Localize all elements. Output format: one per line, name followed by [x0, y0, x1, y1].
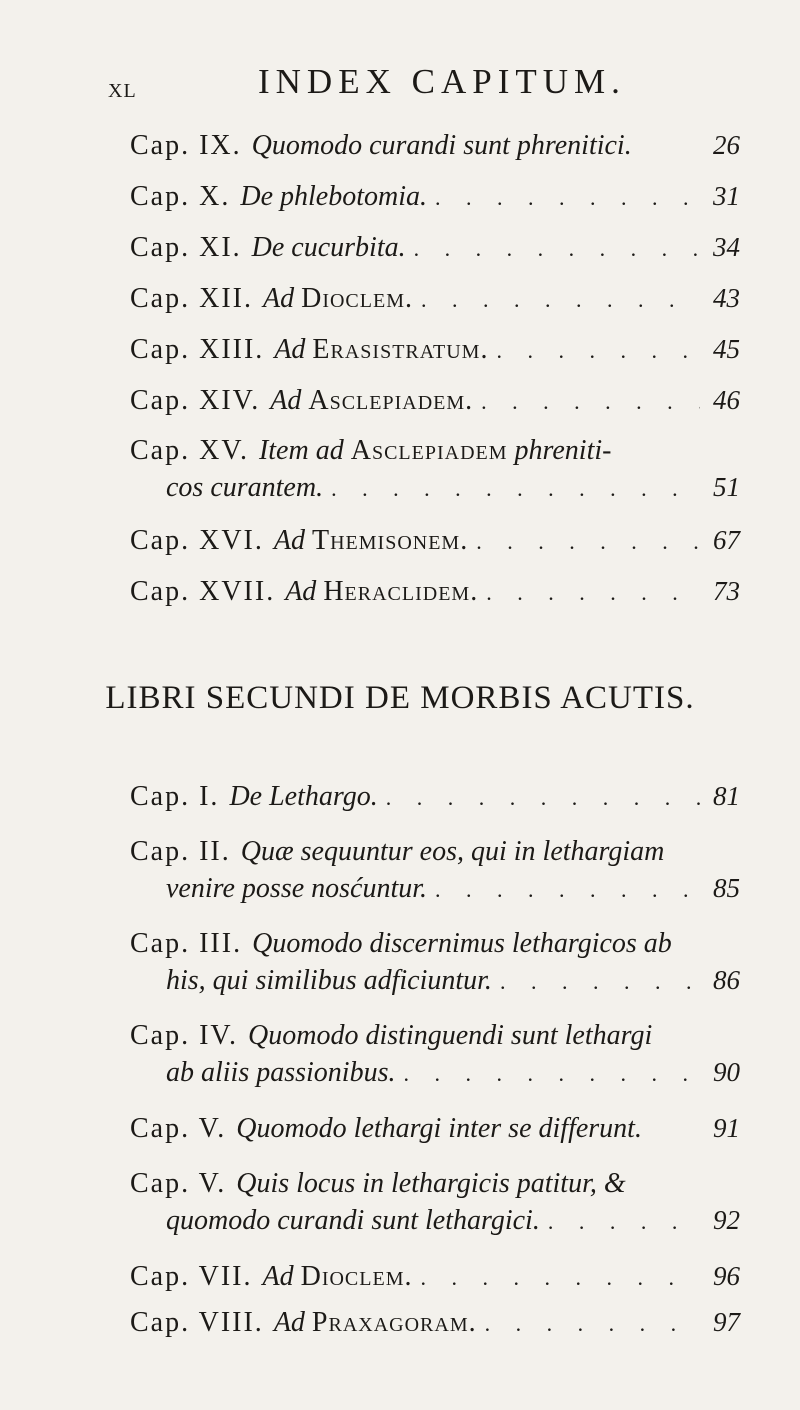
chapter-label: Cap. XVI. — [130, 525, 264, 556]
index-entry — [130, 331, 740, 369]
section-heading: LIBRI SECUNDI DE MORBIS ACUTIS. — [105, 680, 695, 716]
chapter-title-continuation: venire posse nosćuntur. — [166, 873, 428, 904]
running-head-title: INDEX CAPITUM. — [258, 62, 626, 101]
page-number: 91 — [713, 1113, 740, 1143]
chapter-label: Cap. IX. — [130, 130, 242, 161]
index-entry — [130, 229, 740, 267]
chapter-title: Quomodo curandi sunt phrenitici. — [251, 130, 632, 161]
dot-leader — [476, 524, 700, 560]
chapter-title: Item ad Asclepiadem phreniti- — [258, 435, 612, 466]
index-entry — [130, 834, 740, 908]
chapter-label: Cap. V. — [130, 1168, 227, 1199]
index-entry — [130, 573, 740, 611]
index-entry — [130, 382, 740, 420]
index-entry — [130, 1018, 740, 1092]
index-entry — [130, 1258, 740, 1296]
chapter-title-continuation: quomodo curandi sunt lethargici. — [166, 1205, 540, 1236]
chapter-title: Ad Erasistratum. — [274, 334, 489, 365]
page-number: 86 — [713, 965, 740, 995]
chapter-title: Ad Themisonem. — [273, 525, 469, 556]
index-entry — [130, 926, 740, 1000]
dot-leader — [485, 1306, 700, 1342]
page-number: 51 — [713, 472, 740, 502]
running-head — [0, 62, 800, 102]
chapter-title: De cucurbita. — [251, 232, 406, 263]
dot-leader — [486, 575, 700, 611]
index-entry — [130, 433, 740, 507]
chapter-label: Cap. XIII. — [130, 334, 265, 365]
folio-number: XL — [108, 80, 137, 102]
dot-leader — [500, 964, 700, 1000]
chapter-label: Cap. VIII. — [130, 1307, 264, 1338]
index-entry — [130, 1110, 740, 1147]
page-number: 97 — [713, 1307, 740, 1337]
chapter-title: Quomodo lethargi inter se differunt. — [236, 1113, 642, 1144]
chapter-title: Quomodo distinguendi sunt lethargi — [248, 1020, 653, 1051]
chapter-title-continuation: cos curantem. — [166, 472, 324, 503]
chapter-title: Ad Praxagoram. — [273, 1307, 477, 1338]
index-entry — [130, 178, 740, 216]
chapter-label: Cap. II. — [130, 836, 231, 867]
dot-leader — [481, 384, 700, 420]
chapter-label: Cap. XVII. — [130, 576, 276, 607]
chapter-title: Ad Dioclem. — [262, 283, 413, 314]
chapter-title: Quis locus in lethargicis patitur, & — [236, 1168, 626, 1199]
chapter-title: Ad Dioclem. — [262, 1261, 413, 1292]
chapter-label: Cap. IV. — [130, 1020, 239, 1051]
page-number: 46 — [713, 385, 740, 415]
dot-leader — [548, 1204, 700, 1240]
page-number: 92 — [713, 1205, 740, 1235]
chapter-label: Cap. XV. — [130, 435, 249, 466]
dot-leader — [420, 1260, 700, 1296]
chapter-label: Cap. XI. — [130, 232, 242, 263]
page-number: 31 — [713, 181, 740, 211]
index-entry — [130, 127, 740, 164]
chapter-label: Cap. V. — [130, 1113, 227, 1144]
chapter-title: Quomodo discernimus lethargicos ab — [252, 928, 672, 959]
chapter-title: Ad Asclepiadem. — [270, 385, 474, 416]
dot-leader — [435, 180, 700, 216]
dot-leader — [403, 1056, 700, 1092]
dot-leader — [331, 471, 700, 507]
page-number: 90 — [713, 1057, 740, 1087]
dot-leader — [435, 872, 700, 908]
chapter-label: Cap. III. — [130, 928, 243, 959]
chapter-title-continuation: ab aliis passionibus. — [166, 1057, 396, 1088]
index-entry — [130, 1166, 740, 1240]
page-number: 45 — [713, 334, 740, 364]
chapter-title: De phlebotomia. — [240, 181, 427, 212]
index-entry — [130, 280, 740, 318]
page-number: 96 — [713, 1261, 740, 1291]
dot-leader — [496, 333, 700, 369]
dot-leader — [421, 282, 700, 318]
index-entry — [130, 522, 740, 560]
chapter-label: Cap. XIV. — [130, 385, 261, 416]
page-number: 81 — [713, 781, 740, 811]
dot-leader — [414, 231, 700, 267]
page-number: 34 — [713, 232, 740, 262]
dot-leader — [386, 780, 700, 816]
chapter-title: De Lethargo. — [229, 781, 378, 812]
page-number: 26 — [713, 130, 740, 160]
index-entry — [130, 1304, 740, 1342]
chapter-label: Cap. X. — [130, 181, 231, 212]
chapter-title-continuation: his, qui similibus adficiuntur. — [166, 965, 492, 996]
page-number: 73 — [713, 576, 740, 606]
chapter-label: Cap. I. — [130, 781, 220, 812]
chapter-title: Ad Heraclidem. — [285, 576, 479, 607]
chapter-label: Cap. XII. — [130, 283, 253, 314]
page-number: 67 — [713, 525, 740, 555]
chapter-label: Cap. VII. — [130, 1261, 253, 1292]
chapter-title: Quæ sequuntur eos, qui in lethargiam — [240, 836, 665, 867]
page-number: 43 — [713, 283, 740, 313]
index-entry — [130, 778, 740, 816]
page-number: 85 — [713, 873, 740, 903]
